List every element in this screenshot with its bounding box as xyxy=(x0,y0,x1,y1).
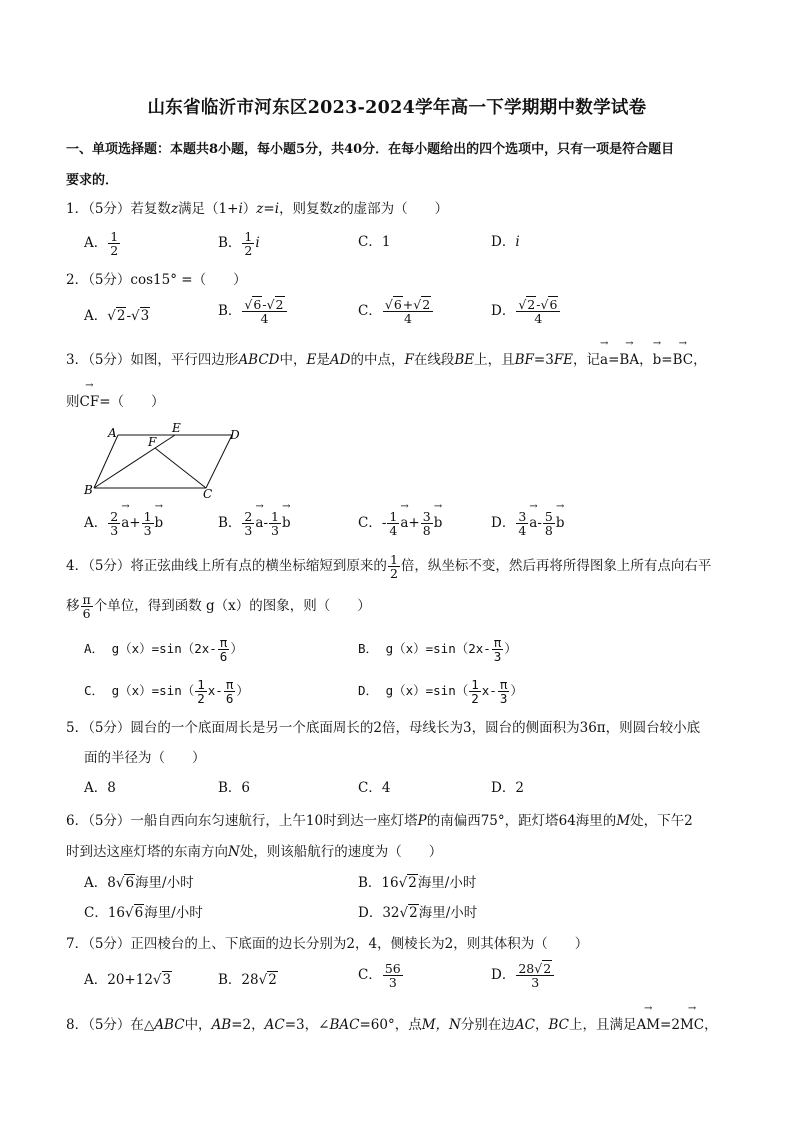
question-5-option-c[interactable]: C．4 xyxy=(358,780,391,796)
label-a: A xyxy=(108,426,117,440)
question-2-stem: 2．（5分）cos15° =（ ） xyxy=(66,272,247,288)
label-b: B xyxy=(84,483,93,497)
question-4-option-c[interactable]: C． g（x）=sin（ $\frac{1}{2}$ x- $\frac{\pi}{6}$ ） xyxy=(84,677,249,707)
question-4-option-d[interactable]: D． g（x）=sin（ $\frac{1}{2}$ x- $\frac{\pi}{3}$ ） xyxy=(358,677,523,707)
question-5-option-a[interactable]: A．8 xyxy=(84,780,116,796)
question-3-option-a[interactable]: A． $\frac{2}{3}$ → a+ $\frac{1}{3}$ → b xyxy=(84,510,163,537)
question-3-option-c[interactable]: C．- $\frac{1}{4}$ → a+ $\frac{3}{8}$ → b xyxy=(358,510,442,537)
parallelogram-figure xyxy=(80,418,250,503)
question-3-option-b[interactable]: B． $\frac{2}{3}$ → a- $\frac{1}{3}$ → b xyxy=(218,510,291,537)
question-4-stem-line2: 移 $\frac{\pi}{6}$ 个单位，得到函数 g（x）的图象，则（ ） xyxy=(66,592,371,622)
question-5-stem: 5．（5分）圆台的一个底面周长是另一个底面周长的2倍，母线长为3，圆台的侧面积为36π，则圆台较小底 xyxy=(66,720,701,736)
question-5-stem-line2: 面的半径为（ ） xyxy=(84,750,206,766)
page-title: 山东省临沂市河东区2023-2024学年高一下学期期中数学试卷 xyxy=(147,98,647,118)
question-3-stem-line2: 则→ CF=（ ） xyxy=(66,392,754,412)
question-7-option-c[interactable]: C． $\frac{56}{3}$ xyxy=(358,961,401,991)
question-1-stem: 1．（5分）若复数z满足（1+i）z=i，则复数z的虚部为（ ） xyxy=(66,201,449,217)
question-6-option-d[interactable]: D．32√ 2海里/小时 xyxy=(358,903,477,923)
question-2-option-c[interactable]: C． √ $\frac{6+√ 2}{4}$ xyxy=(358,298,434,325)
question-6-stem-line2: 时到达这座灯塔的东南方向N处，则该船航行的速度为（ ） xyxy=(66,844,443,860)
segment-cf xyxy=(155,448,206,488)
section-heading-line1: 一、单项选择题：本题共8小题，每小题5分，共40分．在每小题给出的四个选项中，只有一项是符合题目 xyxy=(66,142,675,157)
question-7-option-a[interactable]: A．20+12√ 3 xyxy=(84,970,172,990)
question-3-stem: 3．（5分）如图，平行四边形ABCD中，E是AD的中点，F在线段BE上，且BF=3FE，记→ a=→ BA，→ b=→ BC， xyxy=(66,350,754,370)
label-f: F xyxy=(148,435,157,449)
question-1-option-d[interactable]: D．i xyxy=(491,234,520,250)
label-d: D xyxy=(230,428,240,442)
question-5-option-b[interactable]: B．6 xyxy=(218,780,251,796)
question-4-stem: 4．（5分）将正弦曲线上所有点的横坐标缩短到原来的 $\frac{1}{2}$ 倍，纵坐标不变，然后再将所得图象上所有点向右平 xyxy=(66,552,712,582)
question-5-option-d[interactable]: D．2 xyxy=(491,780,524,796)
question-1-option-a[interactable]: A． $\frac{1}{2}$ xyxy=(84,229,119,259)
question-3-option-d[interactable]: D． $\frac{3}{4}$ → a- $\frac{5}{8}$ → b xyxy=(491,510,565,537)
question-1-option-b[interactable]: B． $\frac{1}{2}$ i xyxy=(218,229,260,259)
question-4-option-b[interactable]: B． g（x）=sin（2x- $\frac{\pi}{3}$ ） xyxy=(358,635,517,665)
question-2-option-a[interactable]: A．√ 2-√ 3 xyxy=(84,306,150,326)
question-7-stem: 7．（5分）正四棱台的上、下底面的边长分别为2，4，侧棱长为2，则其体积为（ ） xyxy=(66,936,589,952)
label-e: E xyxy=(172,421,181,435)
question-6-option-c[interactable]: C．16√ 6海里/小时 xyxy=(84,903,203,923)
section-heading xyxy=(66,134,734,196)
question-8-stem: 8．（5分）在△ABC中，AB=2，AC=3，∠BAC=60°，点M，N分别在边AC，BC上，且满足→ AM=2→ MC， xyxy=(66,1015,754,1035)
question-6-option-b[interactable]: B．16√ 2海里/小时 xyxy=(358,873,476,893)
question-2-option-b[interactable]: B． √ $\frac{6-√ 2}{4}$ xyxy=(218,298,288,325)
edge-cd xyxy=(206,435,232,488)
question-2-option-d[interactable]: D． √ $\frac{2-√ 6}{4}$ xyxy=(491,298,561,325)
question-4-option-a[interactable]: A． g（x）=sin（2x- $\frac{\pi}{6}$ ） xyxy=(84,635,243,665)
question-6-option-a[interactable]: A．8√ 6海里/小时 xyxy=(84,873,194,893)
question-7-option-b[interactable]: B．28√ 2 xyxy=(218,970,278,990)
question-1-option-c[interactable]: C．1 xyxy=(358,234,391,250)
question-7-option-d[interactable]: D． $\frac{28√ 2}{3}$ xyxy=(491,962,555,989)
label-c: C xyxy=(203,487,213,501)
section-heading-line2: 要求的． xyxy=(66,173,119,188)
question-6-stem: 6．（5分）一船自西向东匀速航行，上午10时到达一座灯塔P的南偏西75°，距灯塔64海里的M处，下午2 xyxy=(66,813,693,829)
